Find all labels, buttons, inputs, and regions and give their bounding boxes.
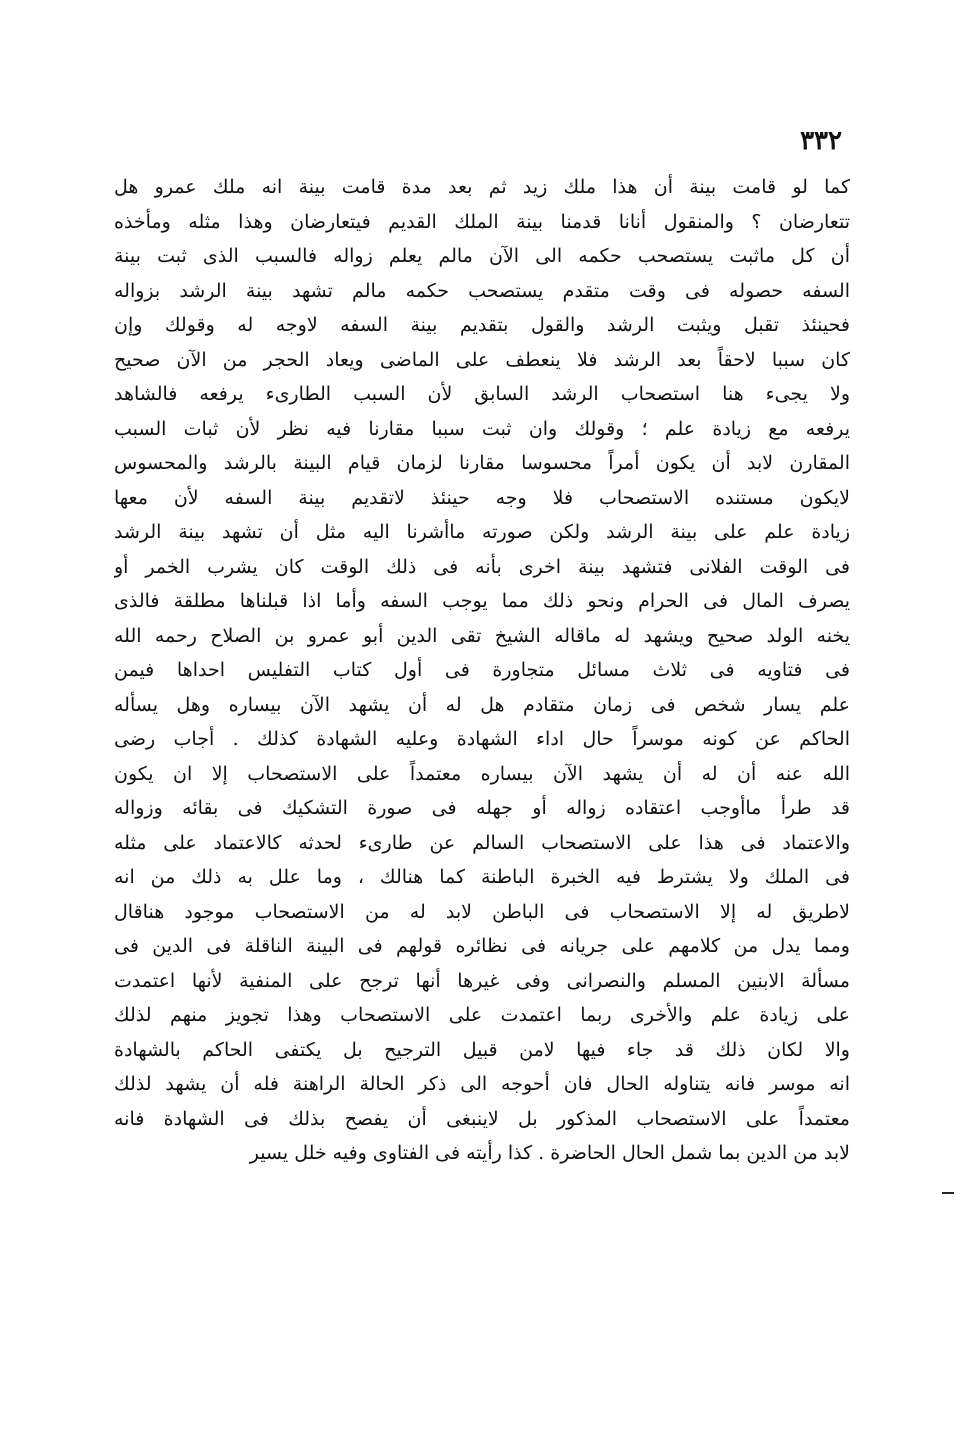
text-line: قد طرأ ماأوجب اعتقاده زواله أو جهله فى صورة التشكيك فى بقائه وزواله [114, 797, 850, 819]
text-line: زيادة علم على بينة الرشد ولكن صورته ماأشرنا اليه مثل أن تشهد بينة الرشد [114, 521, 850, 543]
text-line: كان سببا لاحقاً بعد الرشد فلا ينعطف على الماضى ويعاد الحجر من الآن صحيح [114, 348, 850, 371]
text-line: لاطريق له إلا الاستصحاب فى الباطن لابد له من الاستصحاب موجود هناقال [114, 900, 850, 923]
text-line: انه موسر فانه يتناوله الحال فان أحوجه الى ذكر الحالة الراهنة فله أن يشهد لذلك [114, 1073, 850, 1095]
text-line: ومما يدل من كلامهم على جريانه فى نظائره قولهم فى البينة الناقلة فى الدين فى [114, 935, 850, 957]
page-number: ٣٣٢ [800, 126, 842, 156]
text-line: يخنه الولد صحيح ويشهد له ماقاله الشيخ تقى الدين أبو عمرو بن الصلاح رحمه الله [114, 624, 850, 647]
text-line: الله عنه أن له أن يشهد الآن بيساره معتمداً على الاستصحاب إلا ان يكون [114, 762, 850, 785]
text-line: فى الوقت الفلانى فتشهد بينة اخرى بأنه فى ذلك الوقت كان يشرب الخمر أو [114, 555, 850, 578]
text-line: ولا يجىء هنا استصحاب الرشد السابق لأن السبب الطارىء يرفعه فالشاهد [114, 383, 850, 405]
text-line: معتمداً على الاستصحاب المذكور بل لاينبغى أن يفصح بذلك فى الشهادة فانه [114, 1107, 850, 1130]
text-line: المقارن لابد أن يكون أمراً محسوسا مقارنا لزمان قيام البينة بالرشد والمحسوس [114, 452, 850, 474]
text-line: فى الملك ولا يشترط فيه الخبرة الباطنة كما هنالك ، وما علل به ذلك من انه [114, 866, 850, 888]
text-line: كما لو قامت بينة أن هذا ملك زيد ثم بعد مدة قامت بينة انه ملك عمرو هل [114, 176, 850, 198]
text-line: مسألة الابنين المسلم والنصرانى وفى غيرها أنها ترجح على المنفية لأنها اعتمدت [114, 969, 850, 992]
text-line: علم يسار شخص فى زمان متقادم هل له أن يشهد الآن بيساره وهل يسأله [114, 693, 850, 716]
text-line: يرفعه مع زيادة علم ؛ وقولك وان ثبت سببا مقارنا فيه نظر لأن ثبات السبب [114, 417, 850, 440]
text-line: أن كل ماثبت يستصحب حكمه الى الآن مالم يعلم زواله فالسبب الذى ثبت بينة [114, 245, 850, 267]
text-line: فى فتاويه فى ثلاث مسائل متجاورة فى أول كتاب التفليس احداها فيمن [114, 659, 850, 681]
text-line: والاعتماد فى هذا على الاستصحاب السالم عن طارىء لحدثه كالاعتماد على مثله [114, 831, 850, 854]
text-line: تتعارضان ؟ والمنقول أنانا قدمنا بينة الملك القديم فيتعارضان وهذا مثله ومأخذه [114, 210, 850, 233]
body-text [114, 170, 850, 1171]
text-line: فحينئذ تقبل ويثبت الرشد والقول بتقديم بينة السفه لاوجه له وقولك وإن [114, 314, 850, 336]
margin-mark [942, 1192, 954, 1194]
text-line: على زيادة علم والأخرى ربما اعتمدت على الاستصحاب وهذا تجويز منهم لذلك [114, 1004, 850, 1026]
text-line: الحاكم عن كونه موسراً حال اداء الشهادة وعليه الشهادة كذلك . أجاب رضى [114, 728, 850, 750]
text-line: والا لكان ذلك قد جاء فيها لامن قبيل الترجيح بل يكتفى الحاكم بالشهادة [114, 1038, 850, 1061]
text-line: السفه حصوله فى وقت متقدم يستصحب حكمه مالم تشهد بينة الرشد بزواله [114, 279, 850, 302]
text-line: لابد من الدين بما شمل الحال الحاضرة . كذا رأيته فى الفتاوى وفيه خلل يسير [249, 1142, 850, 1164]
text-line: يصرف المال فى الحرام ونحو ذلك مما يوجب السفه وأما اذا قبلناها مطلقة فالذى [114, 590, 850, 612]
text-line: لايكون مستنده الاستصحاب فلا وجه حينئذ لاتقديم بينة السفه لأن معها [114, 486, 850, 509]
